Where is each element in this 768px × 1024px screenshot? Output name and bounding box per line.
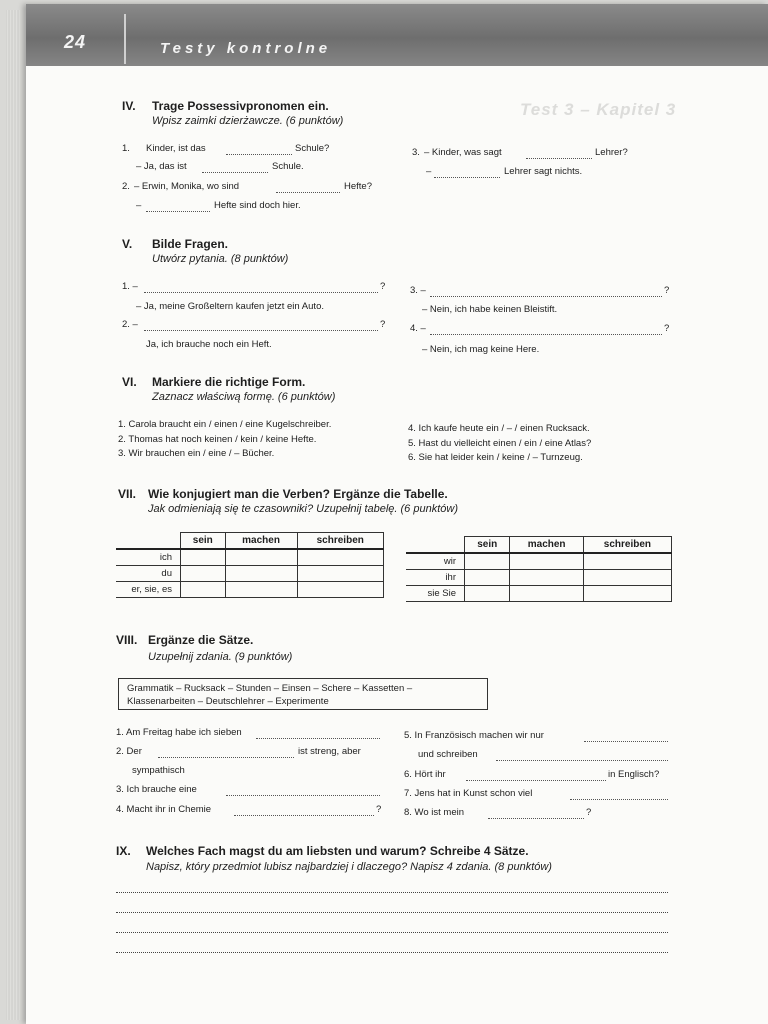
v-answer: – Nein, ich habe keinen Bleistift.	[422, 304, 558, 315]
iv-item-end: Schule.	[272, 161, 304, 172]
table-corner	[116, 533, 181, 550]
section-v-title: Bilde Fragen.	[152, 237, 229, 251]
section-ix-title: Welches Fach magst du am liebsten und warum? Schreibe 4 Sätze.	[146, 844, 529, 858]
col-header: machen	[225, 533, 297, 550]
v-item-end: ?	[380, 319, 386, 330]
header-divider	[124, 14, 126, 64]
col-header: schreiben	[583, 537, 671, 554]
viii-item: 7. Jens hat in Kunst schon viel	[404, 788, 533, 799]
viii-item: 2. Der	[116, 746, 142, 757]
iv-item-text: – Ja, das ist	[136, 161, 187, 172]
table-cell[interactable]	[181, 582, 226, 598]
word-bank-line: Klassenarbeiten – Deutschlehrer – Experimente	[127, 695, 329, 707]
iv-item-end: Hefte sind doch hier.	[214, 200, 301, 211]
table-cell[interactable]	[181, 549, 226, 566]
viii-blank[interactable]	[584, 733, 668, 742]
viii-item: 3. Ich brauche eine	[116, 784, 197, 795]
table-cell[interactable]	[510, 586, 583, 602]
section-vii-roman: VII.	[118, 487, 137, 501]
page-header	[26, 4, 768, 66]
iv-blank[interactable]	[276, 184, 340, 193]
word-bank-line: Grammatik – Rucksack – Stunden – Einsen – Schere – Kassetten –	[127, 683, 413, 694]
word-bank-box	[118, 678, 488, 710]
iv-item-end: Lehrer sagt nichts.	[504, 166, 583, 177]
viii-blank[interactable]	[158, 749, 294, 758]
viii-blank[interactable]	[234, 807, 374, 816]
section-ix-roman: IX.	[116, 844, 131, 858]
iv-blank[interactable]	[202, 164, 268, 173]
section-v-subtitle: Utwórz pytania. (8 punktów)	[152, 253, 289, 265]
v-blank[interactable]	[430, 326, 662, 335]
viii-item-end: ist streng, aber	[298, 746, 361, 757]
viii-blank[interactable]	[570, 791, 668, 800]
iv-blank[interactable]	[434, 169, 500, 178]
section-viii-title: Ergänze die Sätze.	[148, 633, 254, 647]
viii-item-end: in Englisch?	[608, 769, 660, 780]
iv-blank[interactable]	[146, 203, 210, 212]
iv-item-text: –	[136, 200, 142, 211]
viii-item-end: ?	[586, 807, 592, 818]
table-cell[interactable]	[465, 553, 510, 570]
vi-item[interactable]: 6. Sie hat leider kein / keine / – Turnzeug.	[408, 452, 583, 463]
row-label: wir	[406, 553, 465, 570]
v-item-lead: 1. –	[122, 281, 138, 292]
row-label: du	[116, 566, 181, 582]
iv-blank[interactable]	[526, 150, 592, 159]
viii-item: und schreiben	[418, 749, 478, 760]
row-label: sie Sie	[406, 586, 465, 602]
vi-item[interactable]: 4. Ich kaufe heute ein / – / einen Rucksack.	[408, 423, 590, 434]
table-cell[interactable]	[510, 553, 583, 570]
table-corner	[406, 537, 465, 554]
v-item-lead: 3. –	[410, 285, 426, 296]
viii-item-end: ?	[376, 804, 382, 815]
writing-line[interactable]	[116, 912, 668, 913]
viii-blank[interactable]	[226, 787, 380, 796]
section-iv-title: Trage Possessivpronomen ein.	[152, 99, 329, 113]
iv-item-num: 1.	[122, 143, 130, 154]
iv-item-text: –	[426, 166, 432, 177]
col-header: sein	[465, 537, 510, 554]
iv-item-end: Schule?	[295, 143, 330, 154]
header-title: Testy kontrolne	[160, 40, 332, 57]
v-item-end: ?	[380, 281, 386, 292]
section-vi-title: Markiere die richtige Form.	[152, 375, 306, 389]
viii-item: 8. Wo ist mein	[404, 807, 465, 818]
iv-item-num: 2.	[122, 181, 130, 192]
iv-item-text: Kinder, ist das	[146, 143, 206, 154]
viii-item: 1. Am Freitag habe ich sieben	[116, 727, 242, 738]
table-cell[interactable]	[297, 566, 383, 582]
col-header: schreiben	[297, 533, 383, 550]
v-answer: – Nein, ich mag keine Here.	[422, 344, 540, 355]
viii-blank[interactable]	[466, 772, 606, 781]
section-iv-roman: IV.	[122, 99, 136, 113]
table-cell[interactable]	[181, 566, 226, 582]
row-label: ich	[116, 549, 181, 566]
table-cell[interactable]	[465, 570, 510, 586]
v-item-lead: 2. –	[122, 319, 138, 330]
v-item-end: ?	[664, 323, 670, 334]
section-vii-title: Wie konjugiert man die Verben? Ergänze die Tabelle.	[148, 487, 448, 501]
table-cell[interactable]	[297, 549, 383, 566]
col-header: sein	[181, 533, 226, 550]
v-answer: Ja, ich brauche noch ein Heft.	[146, 339, 272, 350]
vi-item[interactable]: 2. Thomas hat noch keinen / kein / keine Hefte.	[118, 434, 317, 445]
iv-item-num: 3.	[412, 147, 420, 158]
table-cell[interactable]	[225, 566, 297, 582]
iv-item-end: Lehrer?	[595, 147, 628, 158]
vi-item[interactable]: 3. Wir brauchen ein / eine / – Bücher.	[118, 448, 275, 459]
section-viii-roman: VIII.	[116, 633, 138, 647]
v-blank[interactable]	[144, 322, 378, 331]
viii-blank[interactable]	[256, 730, 380, 739]
v-item-lead: 4. –	[410, 323, 426, 334]
vi-item[interactable]: 1. Carola braucht ein / einen / eine Kugelschreiber.	[118, 419, 332, 430]
table-cell[interactable]	[465, 586, 510, 602]
section-vii-subtitle: Jak odmieniają się te czasowniki? Uzupełnij tabelę. (6 punktów)	[148, 503, 458, 515]
bleed-through-text: Test 3 – Kapitel 3	[520, 100, 677, 119]
v-blank[interactable]	[144, 284, 378, 293]
viii-blank[interactable]	[488, 810, 584, 819]
row-label: ihr	[406, 570, 465, 586]
page-number: 24	[64, 32, 87, 52]
table-cell[interactable]	[583, 553, 671, 570]
viii-item: sympathisch	[132, 765, 185, 776]
section-ix-subtitle: Napisz, który przedmiot lubisz najbardziej i dlaczego? Napisz 4 zdania. (8 punktów)	[146, 861, 552, 873]
table-cell[interactable]	[583, 570, 671, 586]
v-item-end: ?	[664, 285, 670, 296]
page-edge-stack	[6, 10, 20, 1020]
viii-item: 5. In Französisch machen wir nur	[404, 730, 544, 741]
writing-line[interactable]	[116, 892, 668, 893]
section-vi-roman: VI.	[122, 375, 137, 389]
table-cell[interactable]	[225, 549, 297, 566]
writing-line[interactable]	[116, 932, 668, 933]
viii-item: 6. Hört ihr	[404, 769, 446, 780]
conjugation-table-right	[406, 536, 672, 602]
section-iv-subtitle: Wpisz zaimki dzierżawcze. (6 punktów)	[152, 115, 344, 127]
table-cell[interactable]	[583, 586, 671, 602]
iv-blank[interactable]	[226, 146, 292, 155]
iv-item-text: – Kinder, was sagt	[424, 147, 502, 158]
v-answer: – Ja, meine Großeltern kaufen jetzt ein Auto.	[136, 301, 324, 312]
section-viii-subtitle: Uzupełnij zdania. (9 punktów)	[148, 651, 293, 663]
table-cell[interactable]	[225, 582, 297, 598]
iv-item-end: Hefte?	[344, 181, 372, 192]
col-header: machen	[510, 537, 583, 554]
table-cell[interactable]	[510, 570, 583, 586]
viii-item: 4. Macht ihr in Chemie	[116, 804, 212, 815]
v-blank[interactable]	[430, 288, 662, 297]
section-vi-subtitle: Zaznacz właściwą formę. (6 punktów)	[152, 391, 336, 403]
table-cell[interactable]	[297, 582, 383, 598]
writing-line[interactable]	[116, 952, 668, 953]
viii-blank[interactable]	[496, 752, 668, 761]
section-v-roman: V.	[122, 237, 133, 251]
iv-item-text: – Erwin, Monika, wo sind	[134, 181, 240, 192]
vi-item[interactable]: 5. Hast du vielleicht einen / ein / eine Atlas?	[408, 438, 592, 449]
conjugation-table-left	[116, 532, 384, 598]
row-label: er, sie, es	[116, 582, 181, 598]
